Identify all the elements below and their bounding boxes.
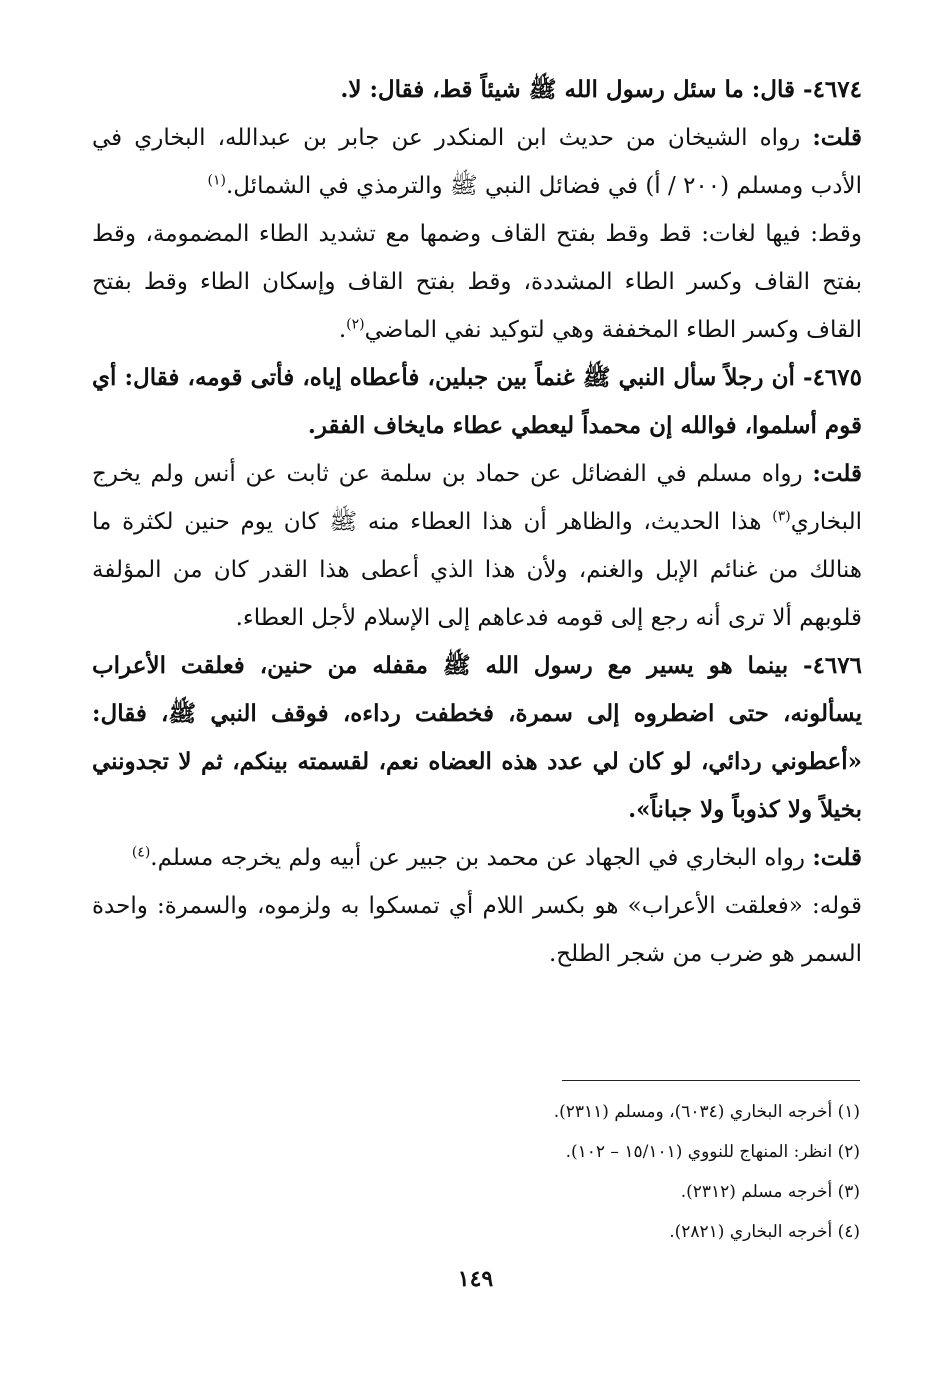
commentary-4674 bbox=[92, 114, 862, 210]
footnote-1: (١) أخرجه البخاري (٦٠٣٤)، ومسلم (٢٣١١). bbox=[553, 1102, 860, 1122]
footnote-4: (٤) أخرجه البخاري (٢٨٢١). bbox=[669, 1222, 860, 1242]
note-text: قوله: «فعلقت الأعراب» هو بكسر اللام أي تمسكوا به ولزموه، والسمرة: واحدة السمر هو ضرب من شجر الطلح. bbox=[92, 893, 862, 967]
lexical-note-qatt bbox=[92, 210, 862, 354]
qultu-label: قلت: bbox=[812, 460, 862, 487]
footnote-ref[interactable]: (٢) bbox=[346, 316, 365, 333]
lexical-note-samura bbox=[92, 882, 862, 978]
hadith-text: ٤٦٧٤- قال: ما سئل رسول الله ﷺ شيئاً قط، فقال: لا. bbox=[340, 76, 862, 103]
hadith-text: ٤٦٧٦- بينما هو يسير مع رسول الله ﷺ مقفله من حنين، فعلقت الأعراب يسألونه، حتى اضطروه إلى سمرة، فخطفت رداءه، فوقف النبي ﷺ، فقال: «أعطوني ردائي، لو كان لي عدد هذه العضاه نعم، لقسمته بينكم، ثم لا تجدونني بخيلاً ولا كذوباً ولا جباناً». bbox=[92, 652, 862, 823]
footnote-ref[interactable]: (٤) bbox=[131, 844, 151, 861]
page-body bbox=[92, 66, 862, 978]
footnote-3: (٣) أخرجه مسلم (٢٣١٢). bbox=[680, 1182, 860, 1202]
commentary-text: رواه البخاري في الجهاد عن محمد بن جبير عن أبيه ولم يخرجه مسلم. bbox=[150, 845, 813, 871]
footnote-separator bbox=[562, 1080, 860, 1081]
commentary-text: رواه مسلم في الفضائل عن حماد بن سلمة عن ثابت عن أنس ولم يخرج البخاري bbox=[92, 461, 862, 535]
footnote-2: (٢) انظر: المنهاج للنووي (١٥/١٠١ – ١٠٢). bbox=[565, 1142, 860, 1162]
commentary-text: رواه الشيخان من حديث ابن المنكدر عن جابر بن عبدالله، البخاري في الأدب ومسلم (٢٠٠ / أ) في فضائل النبي ﷺ والترمذي في الشمائل. bbox=[92, 125, 862, 199]
footnotes bbox=[420, 1092, 860, 1252]
hadith-4674 bbox=[92, 66, 862, 114]
page-number: ١٤٩ bbox=[457, 1266, 494, 1292]
commentary-4675 bbox=[92, 450, 862, 642]
qultu-label: قلت: bbox=[812, 844, 862, 871]
hadith-text: ٤٦٧٥- أن رجلاً سأل النبي ﷺ غنماً بين جبلين، فأعطاه إياه، فأتى قومه، فقال: أي قوم أسلموا، فوالله إن محمداً ليعطي عطاء مايخاف الفقر. bbox=[92, 364, 862, 439]
note-text: وقط: فيها لغات: قط وقط بفتح القاف وضمها مع تشديد الطاء المضمومة، وقط بفتح القاف وكسر الطاء المشددة، وقط بفتح القاف وإسكان الطاء وقط بفتح القاف وكسر الطاء المخففة وهي لتوكيد نفي الماضي bbox=[92, 221, 862, 343]
footnote-ref[interactable]: (١) bbox=[207, 172, 226, 189]
commentary-text-cont: هذا الحديث، والظاهر أن هذا العطاء منه ﷺ كان يوم حنين لكثرة ما هنالك من غنائم الإبل والغنم، ولأن هذا الذي أعطى هذا القدر كان من المؤلفة قلوبهم ألا ترى أنه رجع إلى قومه فدعاهم إلى الإسلام لأجل العطاء. bbox=[92, 509, 862, 631]
footnote-ref[interactable]: (٣) bbox=[772, 508, 791, 525]
note-end: . bbox=[338, 317, 347, 343]
qultu-label: قلت: bbox=[812, 124, 862, 151]
hadith-4676 bbox=[92, 642, 862, 834]
commentary-4676 bbox=[92, 834, 862, 882]
hadith-4675 bbox=[92, 354, 862, 450]
